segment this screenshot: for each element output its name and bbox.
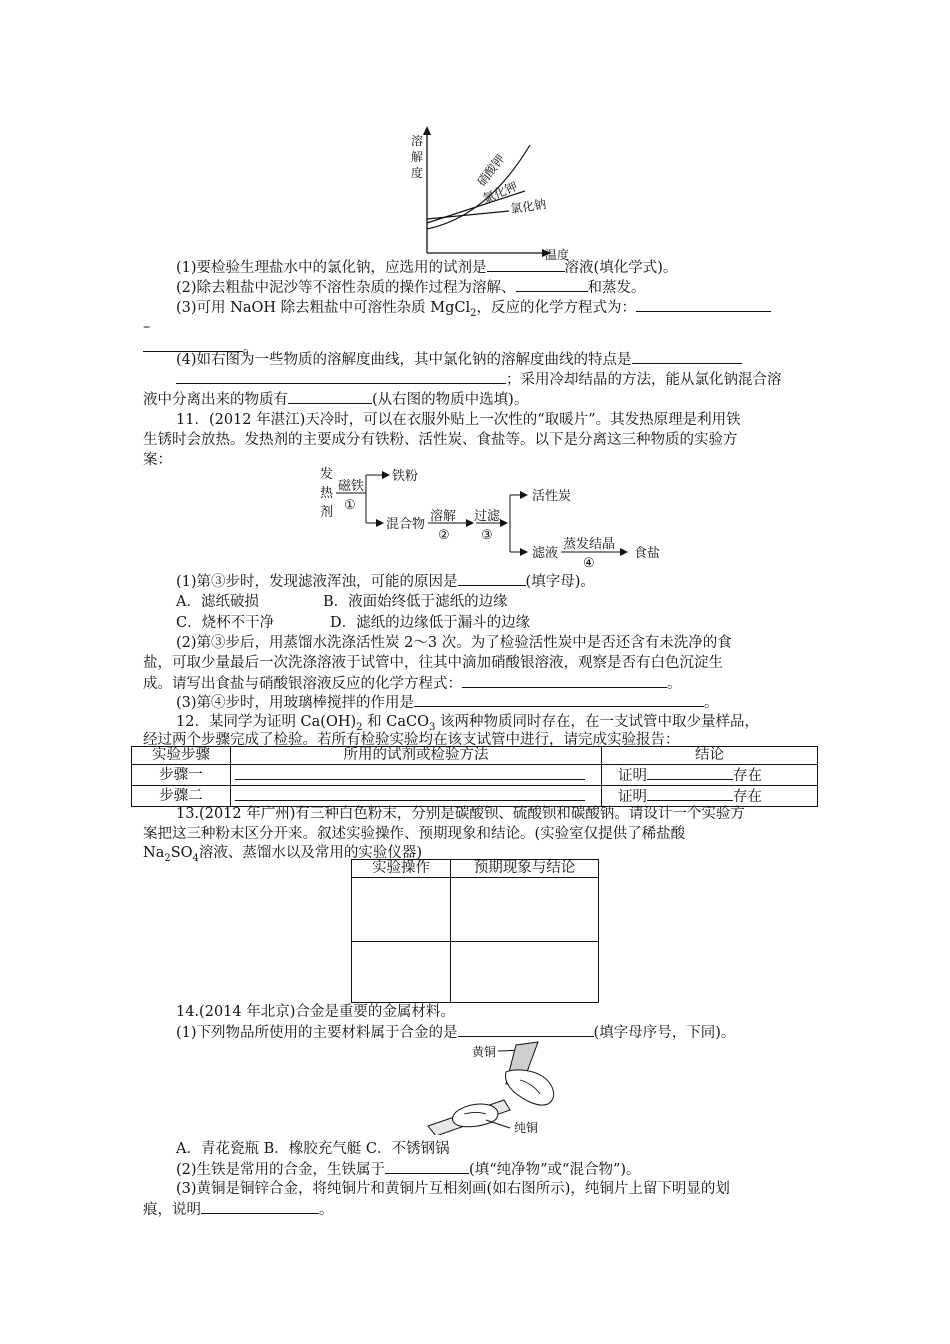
- q13-header-result: 预期现象与结论: [451, 860, 599, 878]
- scratch-test-figure: [420, 1040, 570, 1135]
- label-copper: 纯铜: [514, 1121, 539, 1135]
- label-potassium-chloride: 氯化钾: [480, 179, 520, 206]
- q10-part4-line3: 液中分离出来的物质有 (从右图的物质中选填)。: [143, 389, 528, 410]
- label-potassium-nitrate: 硝酸钾: [474, 151, 508, 189]
- q12-row1-conclusion: 证明 存在: [602, 765, 818, 786]
- flow-iron: 铁粉: [392, 469, 419, 484]
- q10-part3-dash: –: [143, 319, 151, 335]
- q14-options: A．青花瓷瓶 B．橡胶充气艇 C．不锈钢锅: [176, 1141, 450, 1157]
- flow-step4: ④: [583, 556, 595, 570]
- q12-report-table: [131, 746, 818, 807]
- flow-start-2: 热: [320, 486, 334, 501]
- q12-header-step: 实验步骤: [132, 747, 231, 765]
- q13-line3: $Na_2SO_4$溶液、蒸馏水以及常用的实验仪器): [143, 845, 423, 864]
- q11-optD: D．滤纸的边缘低于漏斗的边缘: [330, 615, 531, 631]
- flow-step1: ①: [344, 498, 356, 513]
- flow-magnet: 磁铁: [338, 479, 365, 494]
- flow-dissolve: 溶解: [430, 509, 457, 524]
- flow-salt: 食盐: [634, 546, 661, 561]
- q11-part3: (3)第④步时，用玻璃棒搅拌的作用是 。: [176, 692, 719, 713]
- flow-step3: ③: [481, 528, 493, 543]
- q11-intro-line1: 11．(2012 年湛江)天冷时，可以在衣服外贴上一次性的“取暖片”。其发热原理是利用铁: [176, 412, 741, 428]
- flow-evaporate: 蒸发结晶: [563, 537, 616, 552]
- q12-row2-step: 步骤二: [132, 786, 231, 807]
- q12-line1: 12．某同学为证明 $Ca(OH)_2$ 和 CaCO$_3$ 该两种物质同时存在，在一支试管中取少量样品，: [176, 714, 759, 733]
- table-row: [352, 878, 599, 942]
- q10-part2: (2)除去粗盐中泥沙等不溶性杂质的操作过程为溶解、 和蒸发。: [176, 277, 646, 298]
- table-row: [352, 942, 599, 1003]
- flow-step2: ②: [438, 528, 450, 543]
- q13-row1-operation: [352, 878, 451, 942]
- flow-start-3: 剂: [320, 505, 334, 520]
- q12-row2-conclusion: 证明 存在: [602, 786, 818, 807]
- q12-row1-method: [231, 765, 602, 786]
- q10-part4-line2: ；采用冷却结晶的方法，能从氯化钠混合溶: [176, 369, 782, 390]
- q13-row1-result: [451, 878, 599, 942]
- q13-row2-result: [451, 942, 599, 1003]
- flow-start-1: 发: [320, 467, 334, 482]
- y-label-3: 度: [411, 166, 424, 180]
- q12-line2: 经过两个步骤完成了检验。若所有检验实验均在该支试管中进行，请完成实验报告：: [143, 732, 680, 748]
- q12-row1-step: 步骤一: [132, 765, 231, 786]
- flow-mixture: 混合物: [386, 517, 426, 532]
- label-brass: 黄铜: [472, 1045, 497, 1059]
- q12-header-conclusion: 结论: [602, 747, 818, 765]
- x-label: 温度: [545, 248, 570, 260]
- q10-part3-cont: 。: [143, 337, 258, 358]
- q11-optB: B．液面始终低于滤纸的边缘: [323, 594, 508, 610]
- q10-part4-line1: (4)如右图为一些物质的溶解度曲线，其中氯化钠的溶解度曲线的特点是: [176, 349, 742, 370]
- q14-intro: 14.(2014 年北京)合金是重要的金属材料。: [176, 1004, 455, 1020]
- q11-optC: C．烧杯不干净: [176, 615, 275, 631]
- q14-part3-line2: 痕，说明 。: [143, 1199, 334, 1220]
- flow-filter: 过滤: [474, 509, 501, 524]
- q11-part2-line3: 成。请写出食盐与硝酸银溶液反应的化学方程式： 。: [143, 673, 682, 694]
- q13-row2-operation: [352, 942, 451, 1003]
- label-sodium-chloride: 氯化钠: [509, 197, 548, 216]
- q11-intro-line2: 生锈时会放热。发热剂的主要成分有铁粉、活性炭、食盐等。以下是分离这三种物质的实验方: [143, 432, 738, 448]
- separation-flowchart: [318, 460, 678, 570]
- flow-filtrate: 滤液: [532, 546, 559, 561]
- q10-part3: (3)可用 NaOH 除去粗盐中可溶性杂质 MgCl$_2$，反应的化学方程式为：: [176, 297, 771, 318]
- q11-part2-line1: (2)第③步后，用蒸馏水洗涤活性炭 2～3 次。为了检验活性炭中是否还含有未洗净的食: [176, 635, 732, 651]
- q14-part2: (2)生铁是常用的合金，生铁属于 (填“纯净物”或“混合物”)。: [176, 1159, 641, 1180]
- q14-part1: (1)下列物品所使用的主要材料属于合金的是 (填字母序号，下同)。: [176, 1022, 735, 1043]
- solubility-graph: [405, 125, 580, 260]
- q12-header-method: 所用的试剂或检验方法: [231, 747, 602, 765]
- q11-optA: A．滤纸破损: [176, 594, 259, 610]
- q11-part2-line2: 盐，可取少量最后一次洗涤溶液于试管中，往其中滴加硝酸银溶液，观察是否有白色沉淀生: [143, 655, 723, 671]
- upper-hand: [505, 1070, 553, 1105]
- flow-carbon: 活性炭: [532, 489, 572, 504]
- y-label-2: 解: [411, 150, 424, 164]
- q13-header-operation: 实验操作: [352, 860, 451, 878]
- q14-part3-line1: (3)黄铜是铜锌合金，将纯铜片和黄铜片互相刻画(如右图所示)，纯铜片上留下明显的划: [176, 1181, 730, 1197]
- q10-part1: (1)要检验生理盐水中的氯化钠，应选用的试剂是 溶液(填化学式)。: [176, 257, 677, 278]
- q11-intro-line3: 案：: [143, 452, 172, 468]
- q13-line1: 13.(2012 年广州)有三种白色粉末，分别是碳酸钡、硫酸钡和碳酸钠。请设计一个实验方: [176, 806, 745, 822]
- lower-hand: [453, 1104, 498, 1127]
- q13-experiment-table: [351, 859, 599, 1003]
- q13-line2: 案把这三种粉末区分开来。叙述实验操作、预期现象和结论。(实验室仅提供了稀盐酸: [143, 826, 686, 842]
- y-label-1: 溶: [411, 134, 424, 148]
- q11-part1: (1)第③步时，发现滤液浑浊，可能的原因是 (填字母)。: [176, 571, 595, 592]
- table-row: [132, 765, 818, 786]
